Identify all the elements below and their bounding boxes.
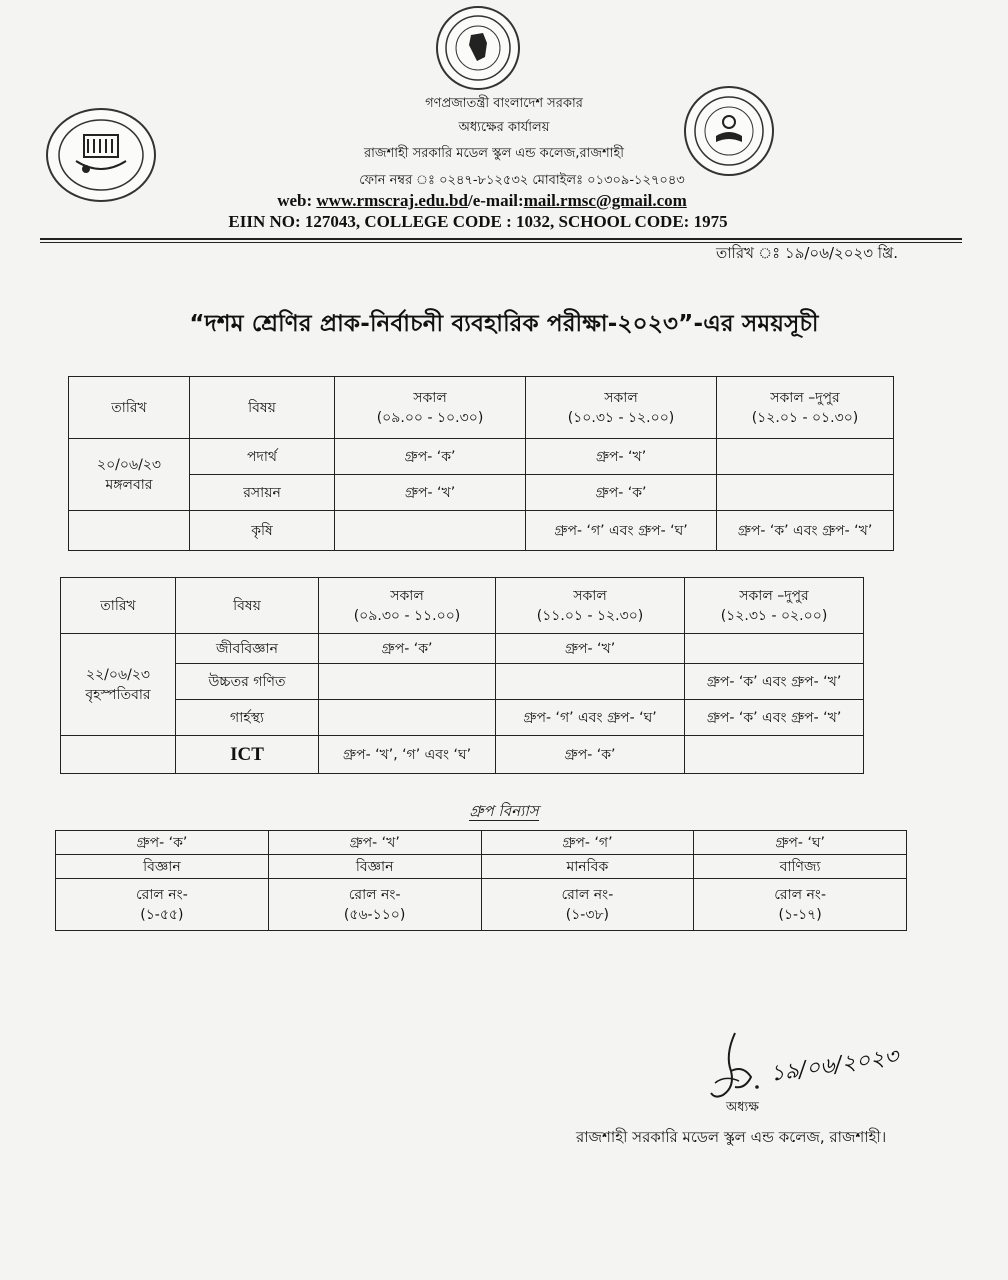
header-date: তারিখ <box>69 377 190 439</box>
slot-cell: গ্রুপ- ‘খ’ <box>526 439 717 475</box>
group-name: গ্রুপ- ‘ক’ <box>56 831 269 855</box>
slot-cell: গ্রুপ- ‘ক’ <box>319 634 496 664</box>
exam-date: ২২/০৬/২৩ <box>85 666 151 683</box>
group-name: গ্রুপ- ‘খ’ <box>268 831 481 855</box>
group-table <box>55 830 907 931</box>
group-roll-row <box>56 879 907 931</box>
slot-cell: গ্রুপ- ‘খ’, ‘গ’ এবং ‘ঘ’ <box>319 736 496 774</box>
slot-cell: গ্রুপ- ‘ক’ <box>335 439 526 475</box>
group-name-row <box>56 831 907 855</box>
subject-cell: কৃষি <box>190 511 335 551</box>
exam-date: ২০/০৬/২৩ <box>96 456 162 473</box>
table-row <box>69 475 894 511</box>
header-office: অধ্যক্ষের কার্যালয় <box>458 120 550 135</box>
exam-date-cell <box>69 439 190 511</box>
slot-3-time: (১২.৩১ - ০২.০০) <box>720 607 828 624</box>
group-stream: মানবিক <box>481 855 694 879</box>
email-link[interactable]: mail.rmsc@gmail.com <box>523 191 687 210</box>
subject-cell: উচ্চতর গণিত <box>176 664 319 700</box>
government-seal-logo <box>436 6 520 90</box>
subject-cell: রসায়ন <box>190 475 335 511</box>
slot-cell: গ্রুপ- ‘গ’ এবং গ্রুপ- ‘ঘ’ <box>526 511 717 551</box>
table-row <box>61 736 864 774</box>
group-stream: বিজ্ঞান <box>268 855 481 879</box>
slot-cell: গ্রুপ- ‘খ’ <box>496 634 685 664</box>
web-link[interactable]: www.rmscraj.edu.bd <box>316 191 468 210</box>
roll-range: (১-৩৮) <box>565 906 609 923</box>
group-name: গ্রুপ- ‘ঘ’ <box>694 831 907 855</box>
slot-2-label: সকাল <box>604 389 638 406</box>
slot-2-time: (১০.৩১ - ১২.০০) <box>567 409 675 426</box>
schedule-table-2 <box>60 577 864 774</box>
roll-label: রোল নং- <box>348 886 401 903</box>
slot-cell <box>319 664 496 700</box>
empty-cell <box>69 511 190 551</box>
issue-date: তারিখ ঃ ১৯/০৬/২০২৩ খ্রি. <box>715 244 898 262</box>
signature-org: রাজশাহী সরকারি মডেল স্কুল এন্ড কলেজ, রাজশাহী। <box>576 1128 887 1146</box>
group-caption-text: গ্রুপ বিন্যাস <box>469 802 539 820</box>
page-title: “দশম শ্রেণির প্রাক-নির্বাচনী ব্যবহারিক পরীক্ষা-২০২৩”-এর সময়সূচী <box>189 311 819 337</box>
table-header-row <box>69 377 894 439</box>
slot-3-label: সকাল –দুপুর <box>770 389 840 406</box>
web-prefix: web: <box>277 191 317 210</box>
header-subject: বিষয় <box>176 578 319 634</box>
slot-cell <box>717 475 894 511</box>
group-roll <box>481 879 694 931</box>
roll-range: (৫৬-১১০) <box>343 906 406 923</box>
group-stream-row <box>56 855 907 879</box>
header-subject: বিষয় <box>190 377 335 439</box>
slot-1-time: (০৯.৩০ - ১১.০০) <box>353 607 461 624</box>
header-govt: গণপ্রজাতন্ত্রী বাংলাদেশ সরকার <box>425 96 583 111</box>
slot-cell <box>496 664 685 700</box>
header-slot-2 <box>526 377 717 439</box>
slot-cell <box>685 736 864 774</box>
slot-3-time: (১২.০১ - ০১.৩০) <box>751 409 859 426</box>
table-row <box>69 439 894 475</box>
header-slot-3 <box>685 578 864 634</box>
slot-cell: গ্রুপ- ‘ক’ এবং গ্রুপ- ‘খ’ <box>685 700 864 736</box>
header-slot-3 <box>717 377 894 439</box>
header-codes: EIIN NO: 127043, COLLEGE CODE : 1032, SCHOOL CODE: 1975 <box>228 212 728 231</box>
table-header-row <box>61 578 864 634</box>
exam-day: মঙ্গলবার <box>105 476 153 493</box>
group-roll <box>694 879 907 931</box>
empty-cell <box>61 736 176 774</box>
roll-range: (১-৫৫) <box>140 906 184 923</box>
slot-2-time: (১১.০১ - ১২.৩০) <box>536 607 644 624</box>
slot-cell: গ্রুপ- ‘ক’ <box>526 475 717 511</box>
signature-date: ১৯/০৬/২০২৩ <box>768 1044 901 1087</box>
header-web-line <box>0 193 986 209</box>
signature-role: অধ্যক্ষ <box>726 1100 759 1115</box>
table-row <box>61 700 864 736</box>
email-prefix: /e-mail: <box>467 191 524 210</box>
subject-cell: পদার্থ <box>190 439 335 475</box>
roll-label: রোল নং- <box>774 886 826 903</box>
subject-cell: গার্হস্থ্য <box>176 700 319 736</box>
slot-cell: গ্রুপ- ‘ক’ <box>496 736 685 774</box>
roll-label: রোল নং- <box>135 886 188 903</box>
exam-day: বৃহস্পতিবার <box>85 686 151 703</box>
group-roll <box>268 879 481 931</box>
slot-2-label: সকাল <box>573 587 607 604</box>
subject-cell: ICT <box>176 736 319 774</box>
group-roll <box>56 879 269 931</box>
slot-cell: গ্রুপ- ‘ক’ এবং গ্রুপ- ‘খ’ <box>685 664 864 700</box>
group-name: গ্রুপ- ‘গ’ <box>481 831 694 855</box>
group-stream: বাণিজ্য <box>694 855 907 879</box>
slot-cell <box>717 439 894 475</box>
exam-date-cell <box>61 634 176 736</box>
table-row <box>61 634 864 664</box>
slot-cell: গ্রুপ- ‘খ’ <box>335 475 526 511</box>
slot-1-label: সকাল <box>413 389 447 406</box>
slot-cell <box>335 511 526 551</box>
header-institution: রাজশাহী সরকারি মডেল স্কুল এন্ড কলেজ,রাজশাহী <box>363 146 625 161</box>
roll-range: (১-১৭) <box>778 906 822 923</box>
header-date: তারিখ <box>61 578 176 634</box>
slot-cell <box>685 634 864 664</box>
subject-cell: জীববিজ্ঞান <box>176 634 319 664</box>
header-slot-1 <box>319 578 496 634</box>
slot-3-label: সকাল –দুপুর <box>739 587 809 604</box>
slot-cell: গ্রুপ- ‘ক’ এবং গ্রুপ- ‘খ’ <box>717 511 894 551</box>
table-row <box>69 511 894 551</box>
slot-1-time: (০৯.০০ - ১০.৩০) <box>376 409 484 426</box>
schedule-table-1 <box>68 376 894 551</box>
header-slot-2 <box>496 578 685 634</box>
slot-cell: গ্রুপ- ‘গ’ এবং গ্রুপ- ‘ঘ’ <box>496 700 685 736</box>
roll-label: রোল নং- <box>561 886 614 903</box>
header-phone: ফোন নম্বর ঃ ০২৪৭-৮১২৫৩২ মোবাইলঃ ০১৩০৯-১২৭০৪৩ <box>359 173 685 188</box>
table-row <box>61 664 864 700</box>
group-stream: বিজ্ঞান <box>56 855 269 879</box>
header-rule <box>40 238 962 240</box>
slot-cell <box>319 700 496 736</box>
group-caption <box>0 800 1008 825</box>
header-slot-1 <box>335 377 526 439</box>
slot-1-label: সকাল <box>390 587 424 604</box>
